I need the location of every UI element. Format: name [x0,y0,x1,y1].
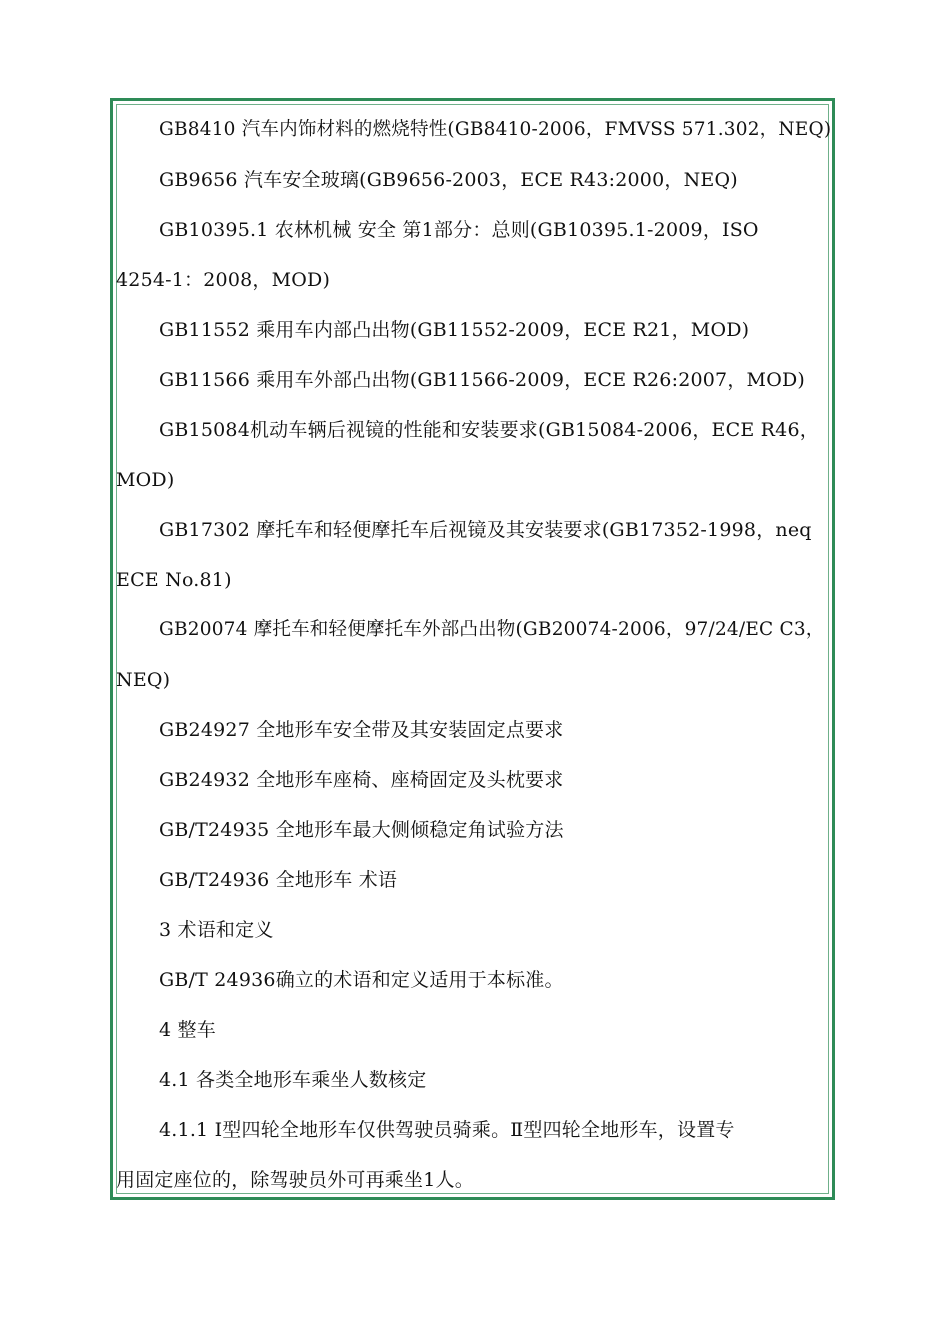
reference-gb17302-continued: ECE No.81) [116,569,232,591]
reference-gb24932: GB24932 全地形车座椅、座椅固定及头枕要求 [159,769,564,791]
section-heading-3: 3 术语和定义 [159,919,274,941]
reference-gb15084-continued: MOD) [116,469,175,491]
reference-gb9656: GB9656 汽车安全玻璃(GB9656-2003，ECE R43:2000，NEQ) [159,169,738,191]
section-heading-4: 4 整车 [159,1019,216,1041]
reference-gb20074: GB20074 摩托车和轻便摩托车外部凸出物(GB20074-2006，97/24/EC C3， [159,619,825,640]
reference-gbt24936: GB/T24936 全地形车 术语 [159,869,398,891]
reference-gb17302: GB17302 摩托车和轻便摩托车后视镜及其安装要求(GB17352-1998，neq [159,519,812,541]
reference-gb8410: GB8410 汽车内饰材料的燃烧特性(GB8410-2006，FMVSS 571.302，NEQ) [159,119,832,140]
reference-gb10395: GB10395.1 农林机械 安全 第1部分：总则(GB10395.1-2009，ISO [159,219,759,241]
reference-gb24927: GB24927 全地形车安全带及其安装固定点要求 [159,719,564,741]
clause-4-1-1-continued: 用固定座位的，除驾驶员外可再乘坐1人。 [116,1169,474,1191]
reference-gb15084: GB15084机动车辆后视镜的性能和安装要求(GB15084-2006，ECE R46， [159,419,819,441]
subsection-heading-4-1: 4.1 各类全地形车乘坐人数核定 [159,1069,427,1091]
document-body [116,105,832,1205]
section-3-text: GB/T 24936确立的术语和定义适用于本标准。 [159,969,564,991]
reference-gb11566: GB11566 乘用车外部凸出物(GB11566-2009，ECE R26:2007，MOD) [159,369,806,391]
reference-gb20074-continued: NEQ) [116,669,171,691]
reference-gb10395-continued: 4254-1：2008，MOD) [116,269,331,291]
clause-4-1-1: 4.1.1 Ⅰ型四轮全地形车仅供驾驶员骑乘。Ⅱ型四轮全地形车，设置专 [159,1119,735,1141]
reference-gb11552: GB11552 乘用车内部凸出物(GB11552-2009，ECE R21，MOD) [159,319,750,341]
reference-gbt24935: GB/T24935 全地形车最大侧倾稳定角试验方法 [159,819,564,841]
